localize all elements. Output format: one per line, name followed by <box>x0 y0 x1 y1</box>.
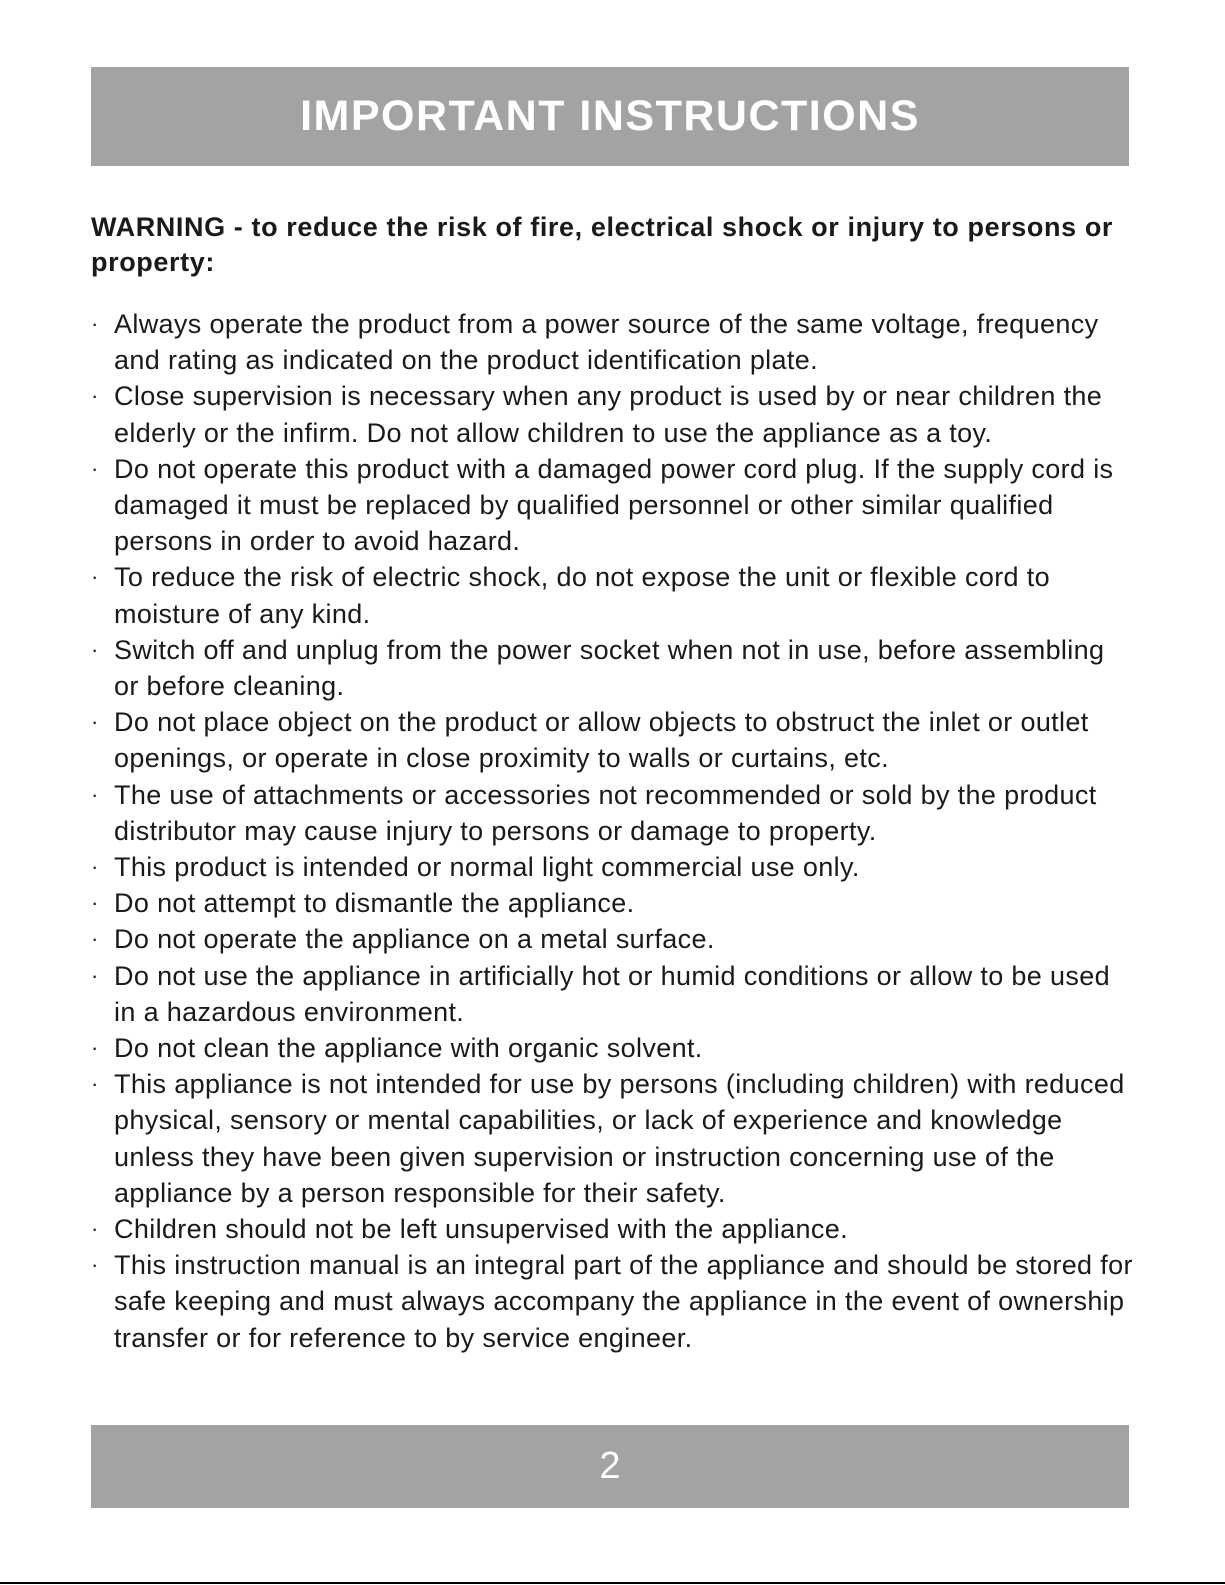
instruction-text: Do not clean the appliance with organic solvent. <box>114 1033 703 1064</box>
page-title: IMPORTANT INSTRUCTIONS <box>300 92 920 140</box>
instruction-item <box>91 632 1136 704</box>
bullet-glyph: · <box>91 890 99 916</box>
instruction-text: This product is intended or normal light commercial use only. <box>114 852 860 883</box>
bullet-glyph: · <box>91 781 99 807</box>
bullet-glyph: · <box>91 1035 99 1061</box>
instruction-text: Do not attempt to dismantle the appliance. <box>114 888 635 919</box>
bullet-glyph: · <box>91 1216 99 1242</box>
instruction-text: Do not operate the appliance on a metal surface. <box>114 924 715 955</box>
instruction-item <box>91 306 1136 378</box>
bullet-glyph: · <box>91 854 99 880</box>
instruction-item <box>91 849 1136 885</box>
instruction-text: Children should not be left unsupervised with the appliance. <box>114 1214 848 1245</box>
bullet-glyph: · <box>91 962 99 988</box>
warning-heading: WARNING - to reduce the risk of fire, electrical shock or injury to persons or property: <box>91 212 1114 277</box>
bullet-glyph: · <box>91 709 99 735</box>
instruction-text: Close supervision is necessary when any product is used by or near children the elderly or the infirm. Do not allow children to use the appliance as a toy. <box>114 381 1103 448</box>
instruction-text: Do not use the appliance in artificially hot or humid conditions or allow to be used in a hazardous environment. <box>114 960 1110 1027</box>
instruction-text: This appliance is not intended for use by persons (including children) with reduced physical, sensory or mental capabilities, or lack of experience and knowledge unless they have been given supervision or instruction concerning use of the appliance by a person responsible for their safety. <box>114 1069 1125 1208</box>
bullet-glyph: · <box>91 1071 99 1097</box>
instruction-list <box>91 306 1136 1356</box>
instruction-text: Do not place object on the product or allow objects to obstruct the inlet or outlet openings, or operate in close proximity to walls or curtains, etc. <box>114 707 1089 774</box>
bullet-glyph: · <box>91 383 99 409</box>
instruction-text: Do not operate this product with a damaged power cord plug. If the supply cord is damaged it must be replaced by qualified personnel or other similar qualified persons in order to avoid hazard. <box>114 453 1114 557</box>
bullet-glyph: · <box>91 564 99 590</box>
instruction-item <box>91 885 1136 921</box>
instruction-text: Switch off and unplug from the power socket when not in use, before assembling or before cleaning. <box>114 634 1105 702</box>
page-number: 2 <box>599 1445 621 1487</box>
page-content <box>91 210 1136 1356</box>
bullet-glyph: · <box>91 636 99 662</box>
instruction-text: The use of attachments or accessories not recommended or sold by the product distributor may cause injury to persons or damage to property. <box>114 779 1097 846</box>
bullet-glyph: · <box>91 311 99 336</box>
instruction-text: This instruction manual is an integral part of the appliance and should be stored for safe keeping and must always accompany the appliance in the event of ownership transfer or for reference to by service engineer. <box>114 1250 1133 1353</box>
instruction-text: To reduce the risk of electric shock, do not expose the unit or flexible cord to moisture of any kind. <box>114 562 1050 629</box>
footer-bar <box>91 1425 1129 1508</box>
bullet-glyph: · <box>91 1252 99 1278</box>
header-bar <box>91 67 1129 166</box>
instruction-item <box>91 559 1136 631</box>
instruction-item <box>91 1066 1136 1211</box>
instruction-item <box>91 1030 1136 1066</box>
instruction-item <box>91 1211 1136 1247</box>
instruction-item <box>91 451 1136 560</box>
page-bottom-rule <box>0 1582 1225 1584</box>
bullet-glyph: · <box>91 926 99 952</box>
instruction-item <box>91 921 1136 957</box>
instruction-item <box>91 777 1136 849</box>
instruction-item <box>91 958 1136 1030</box>
instruction-item <box>91 1247 1136 1356</box>
instruction-item <box>91 704 1136 776</box>
instruction-text: Always operate the product from a power source of the same voltage, frequency and rating as indicated on the product identification plate. <box>114 309 1099 376</box>
bullet-glyph: · <box>91 455 99 481</box>
instruction-item <box>91 378 1136 450</box>
